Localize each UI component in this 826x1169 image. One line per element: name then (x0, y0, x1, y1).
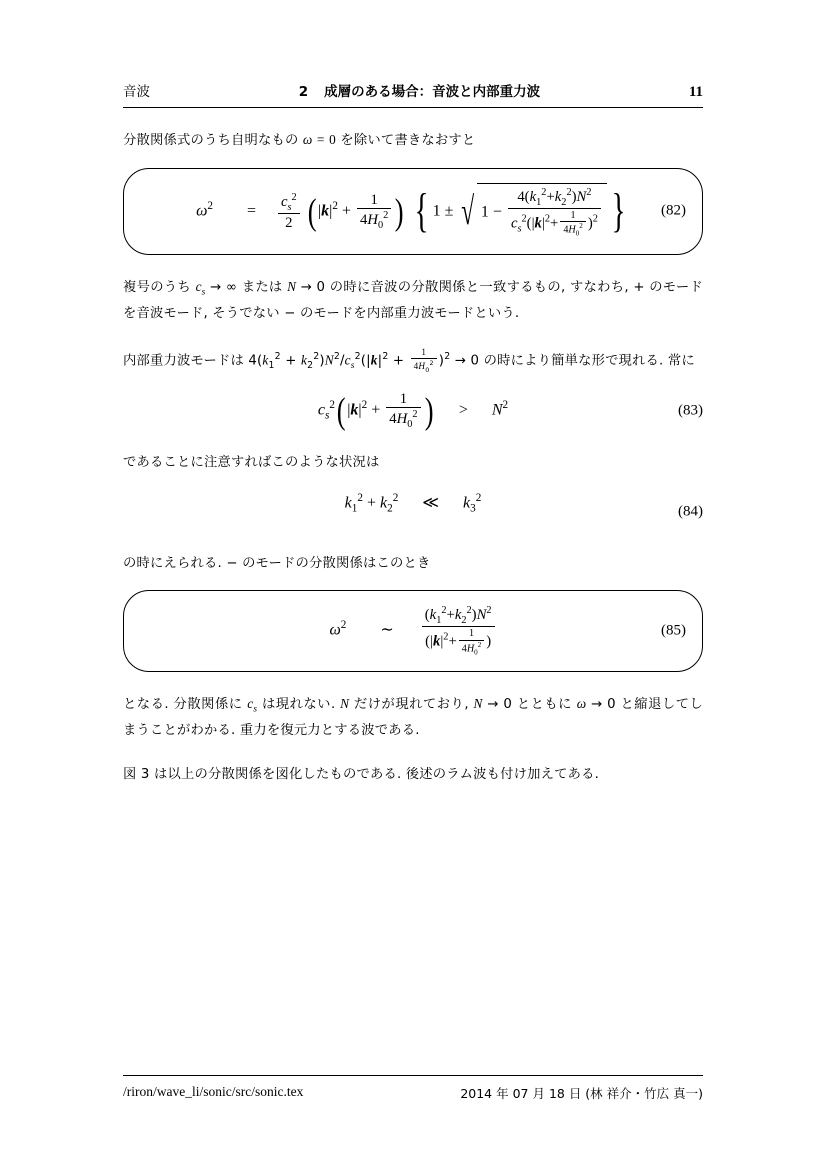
equation-83-number: (83) (678, 402, 703, 419)
equation-85-number: (85) (661, 622, 686, 639)
equation-82-box (123, 168, 703, 256)
footer-date: 2014 年 07 月 18 日 (林 祥介・竹広 真一) (460, 1086, 703, 1101)
equation-85-body: $\omega^2$ ∼ $(k_1^2+k_2^2)N^2$ ($|k|^2+$ $\frac{1}{4H_0^2}$ ) (134, 605, 692, 657)
equation-82-number: (82) (661, 202, 686, 219)
equation-84-body: $k_1^2 + k_2^2$ ≪ $k_3^2$ (344, 491, 482, 515)
section-title: 成層のある場合：音波と内部重力波 (324, 84, 541, 100)
footer-path: /riron/wave_li/sonic/src/sonic.tex (123, 1084, 304, 1099)
paragraph-7: 図 3 は以上の分散関係を図化したものである. 後述のラム波も付け加えてある. (123, 767, 600, 783)
page-content (123, 80, 703, 788)
paragraph-2: 複号のうち $c_s$ → ∞ または N → 0 の時に音波の分散関係と一致するもの, すなわち, + のモードを音波モード, そうでない − のモードを内部重力波モードという. (123, 279, 703, 322)
paragraph-4: であることに注意すればこのような状況は (123, 455, 380, 470)
paragraph-3: 内部重力波モードは $4(k_1^2 + k_2^2)N^2/c_s^2(|k|^2$ + $\frac{1}{4H_0^2}$ )$^2$ → 0 の時により簡単な形で現れる. 常に (123, 346, 695, 374)
equation-82-body: $\omega^2$ = $\frac{c_s^2}{2}$ ( $|k|^2$ + $\frac{1}{4H_0^2}$ ) { 1 ± √ 1 − $4(k_1^2+k_2^2)N^2$ $c_s^2(|k|^2+$ $\frac{1}{4H_0^2}$ )$^2$ } (134, 183, 692, 241)
equation-84-number: (84) (678, 503, 703, 520)
section-number: 2 (298, 84, 309, 100)
page-footer (123, 1075, 703, 1102)
paragraph-5: の時にえられる. − のモードの分散関係はこのとき (123, 555, 431, 571)
page-number: 11 (688, 84, 703, 100)
paragraph-1: 分散関係式のうち自明なもの ω = 0 を除いて書きなおすと (123, 132, 476, 148)
equation-84-row (123, 492, 703, 532)
equation-85-box (123, 590, 703, 672)
running-header-left: 音波 (123, 84, 150, 100)
equation-83-row (123, 391, 703, 431)
paragraph-6: となる. 分散関係に $c_s$ は現れない. N だけが現れており, N → 0 とともに ω → 0 と縮退してしまうことがわかる. 重力を復元力とする波である. (123, 695, 703, 738)
running-header-center (150, 80, 689, 100)
equation-83-body: $c_s^2$( $|k|^2$ + $\frac{1}{4H_0^2}$ ) > $N^2$ (317, 390, 509, 432)
running-header (123, 80, 703, 108)
